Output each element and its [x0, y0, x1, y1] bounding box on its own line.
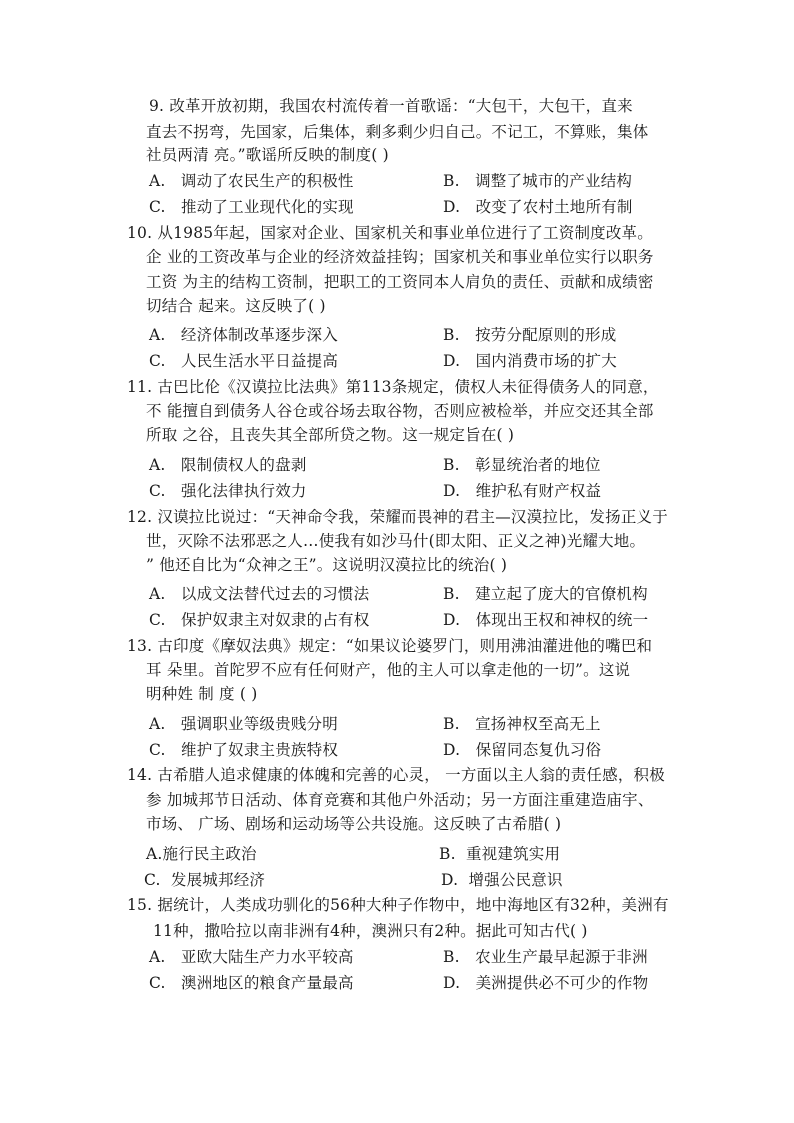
option-b[interactable]: [443, 325, 616, 345]
option-letter: D.: [443, 198, 461, 216]
question-14-line-3: 市场、 广场、剧场和运动场等公共设施。这反映了古希腊( ): [146, 815, 562, 833]
option-text: 宣扬神权至高无上: [475, 715, 601, 733]
option-d[interactable]: [443, 197, 633, 217]
question-number: 9.: [149, 97, 165, 115]
question-number: 14.: [127, 766, 153, 784]
question-text: 从1985年起，国家对企业、国家机关和事业单位进行了工资制度改革。: [157, 224, 653, 242]
option-c[interactable]: [149, 197, 354, 217]
question-text: 古巴比伦《汉谟拉比法典》第113条规定，债权人未征得债务人的同意，: [157, 378, 659, 396]
option-b[interactable]: [439, 844, 560, 864]
option-c[interactable]: [149, 740, 338, 760]
question-number: 15.: [127, 896, 153, 914]
option-text: 美洲提供必不可少的作物: [475, 974, 649, 992]
option-b[interactable]: [443, 455, 601, 475]
option-b[interactable]: [443, 947, 648, 967]
option-text: 强调职业等级贵贱分明: [180, 715, 338, 733]
option-c[interactable]: [149, 610, 369, 630]
option-c[interactable]: [144, 870, 265, 890]
option-text: 保护奴隶主对奴隶的占有权: [181, 611, 370, 629]
option-a[interactable]: [149, 947, 354, 967]
question-13-line-1: [127, 636, 652, 656]
option-text: 维护私有财产权益: [475, 482, 602, 500]
option-b[interactable]: [443, 171, 632, 191]
question-11-line-2: 不 能擅自到债务人谷仓或谷场去取谷物，否则应被检举，并应交还其全部: [146, 402, 654, 420]
option-letter: B.: [443, 585, 460, 603]
option-text: 保留同态复仇习俗: [475, 741, 602, 759]
question-9-line-3: 社员两清 亮。”歌谣所反映的制度( ): [146, 146, 389, 164]
option-text: 经济体制改革逐步深入: [180, 326, 338, 344]
question-10-line-1: [127, 223, 653, 243]
option-text: 改变了农村土地所有制: [475, 198, 633, 216]
question-12-line-2: 世，灭除不法邪恶之人…使我有如沙马什(即太阳、正义之神)光耀大地。: [146, 532, 646, 550]
option-letter: A.: [149, 948, 166, 966]
option-letter: B.: [439, 845, 456, 863]
option-letter: D.: [443, 741, 461, 759]
option-d[interactable]: [443, 973, 648, 993]
option-text: 亚欧大陆生产力水平较高: [180, 948, 354, 966]
option-letter: A.: [146, 845, 163, 863]
option-text: 强化法律执行效力: [181, 482, 307, 500]
option-a[interactable]: [149, 714, 338, 734]
option-text: 以成文法替代过去的习惯法: [180, 585, 370, 603]
option-letter: A.: [149, 715, 166, 733]
question-13-line-3: 明种姓 制 度 ( ): [146, 685, 258, 703]
option-text: 增强公民意识: [468, 871, 563, 889]
question-text: 据统计，人类成功驯化的56种大种子作物中，地中海地区有32种，美洲有: [157, 896, 669, 914]
question-number: 11.: [127, 378, 153, 396]
option-text: 施行民主政治: [162, 845, 257, 863]
option-letter: D.: [443, 611, 461, 629]
question-13-line-2: 耳 朵里。首陀罗不应有任何财产，他的主人可以拿走他的一切”。这说: [146, 661, 631, 679]
option-b[interactable]: [443, 714, 601, 734]
option-a[interactable]: [149, 584, 369, 604]
option-d[interactable]: [443, 740, 601, 760]
option-a[interactable]: [149, 171, 354, 191]
question-text: 汉谟拉比说过：“天神命令我，荣耀而畏神的君主—汉漠拉比，发扬正义于: [157, 508, 668, 526]
option-d[interactable]: [443, 610, 648, 630]
question-9-line-1: [149, 96, 633, 116]
question-14-line-1: [127, 765, 665, 785]
option-letter: B.: [443, 456, 460, 474]
question-11-line-1: [127, 377, 659, 397]
option-letter: C.: [149, 352, 166, 370]
option-text: 发展城邦经济: [170, 871, 266, 889]
option-letter: B.: [443, 172, 460, 190]
option-letter: A.: [149, 456, 166, 474]
question-text: 古希腊人追求健康的体魄和完善的心灵， 一方面以主人翁的责任感，积极: [157, 766, 665, 784]
option-letter: C.: [149, 198, 166, 216]
option-letter: C.: [149, 482, 166, 500]
question-10-line-4: 切结合 起来。这反映了( ): [146, 297, 326, 315]
option-d[interactable]: [441, 870, 563, 890]
option-letter: B.: [443, 715, 460, 733]
option-b[interactable]: [443, 584, 648, 604]
option-letter: C.: [149, 974, 166, 992]
option-text: 体现出王权和神权的统一: [475, 611, 649, 629]
question-15-line-2: 11种，撒哈拉以南非洲有4种，澳洲只有2种。据此可知古代( ): [153, 922, 588, 940]
option-text: 限制债权人的盘剥: [180, 456, 307, 474]
option-text: 按劳分配原则的形成: [475, 326, 617, 344]
option-letter: D.: [443, 482, 461, 500]
question-15-line-1: [127, 895, 669, 915]
option-c[interactable]: [149, 973, 354, 993]
option-text: 维护了奴隶主贵族特权: [181, 741, 339, 759]
option-letter: B.: [443, 948, 460, 966]
question-10-line-2: 企 业的工资改革与企业的经济效益挂钩；国家机关和事业单位实行以职务: [146, 248, 654, 266]
option-a[interactable]: [149, 325, 338, 345]
option-c[interactable]: [149, 351, 338, 371]
option-letter: B.: [443, 326, 460, 344]
option-text: 调动了农民生产的积极性: [180, 172, 354, 190]
question-text: 改革开放初期，我国农村流传着一首歌谣：“大包干，大包干，直来: [169, 97, 633, 115]
option-letter: C.: [149, 611, 166, 629]
option-text: 推动了工业现代化的实现: [181, 198, 354, 216]
option-letter: C.: [149, 741, 166, 759]
question-11-line-3: 所取 之谷，且丧失其全部所贷之物。这一规定旨在( ): [146, 426, 515, 444]
option-text: 国内消费市场的扩大: [475, 352, 617, 370]
question-9-line-2: 直去不拐弯，先国家，后集体，剩多剩少归自己。不记工，不算账，集体: [146, 123, 649, 141]
option-text: 调整了城市的产业结构: [475, 172, 633, 190]
option-letter: A.: [149, 585, 166, 603]
option-letter: D.: [441, 871, 459, 889]
option-text: 建立起了庞大的官僚机构: [475, 585, 648, 603]
question-text: 古印度《摩奴法典》规定：“如果议论婆罗门，则用沸油灌进他的嘴巴和: [157, 637, 653, 655]
question-14-line-2: 参 加城邦节日活动、体育竞赛和其他户外活动；另一方面注重建造庙宇、: [146, 791, 654, 809]
option-text: 农业生产最早起源于非洲: [475, 948, 648, 966]
option-letter: D.: [443, 352, 461, 370]
option-a[interactable]: [149, 455, 307, 475]
question-number: 12.: [127, 508, 153, 526]
question-10-line-3: 工资 为主的结构工资制，把职工的工资同本人肩负的责任、贡献和成绩密: [146, 273, 654, 291]
option-text: 彰显统治者的地位: [475, 456, 601, 474]
question-12-line-1: [127, 507, 668, 527]
option-text: 澳洲地区的粮食产量最高: [181, 974, 354, 992]
option-letter: A.: [149, 326, 166, 344]
option-letter: D.: [443, 974, 461, 992]
option-c[interactable]: [149, 481, 307, 501]
option-letter: C.: [144, 871, 161, 889]
question-number: 10.: [127, 224, 153, 242]
question-12-line-3: ” 他还自比为“众神之王”。这说明汉漠拉比的统治( ): [146, 556, 508, 574]
question-number: 13.: [127, 637, 153, 655]
option-letter: A.: [149, 172, 166, 190]
option-text: 人民生活水平日益提高: [181, 352, 339, 370]
option-a[interactable]: [146, 844, 257, 864]
option-d[interactable]: [443, 481, 601, 501]
option-text: 重视建筑实用: [465, 845, 561, 863]
option-d[interactable]: [443, 351, 617, 371]
